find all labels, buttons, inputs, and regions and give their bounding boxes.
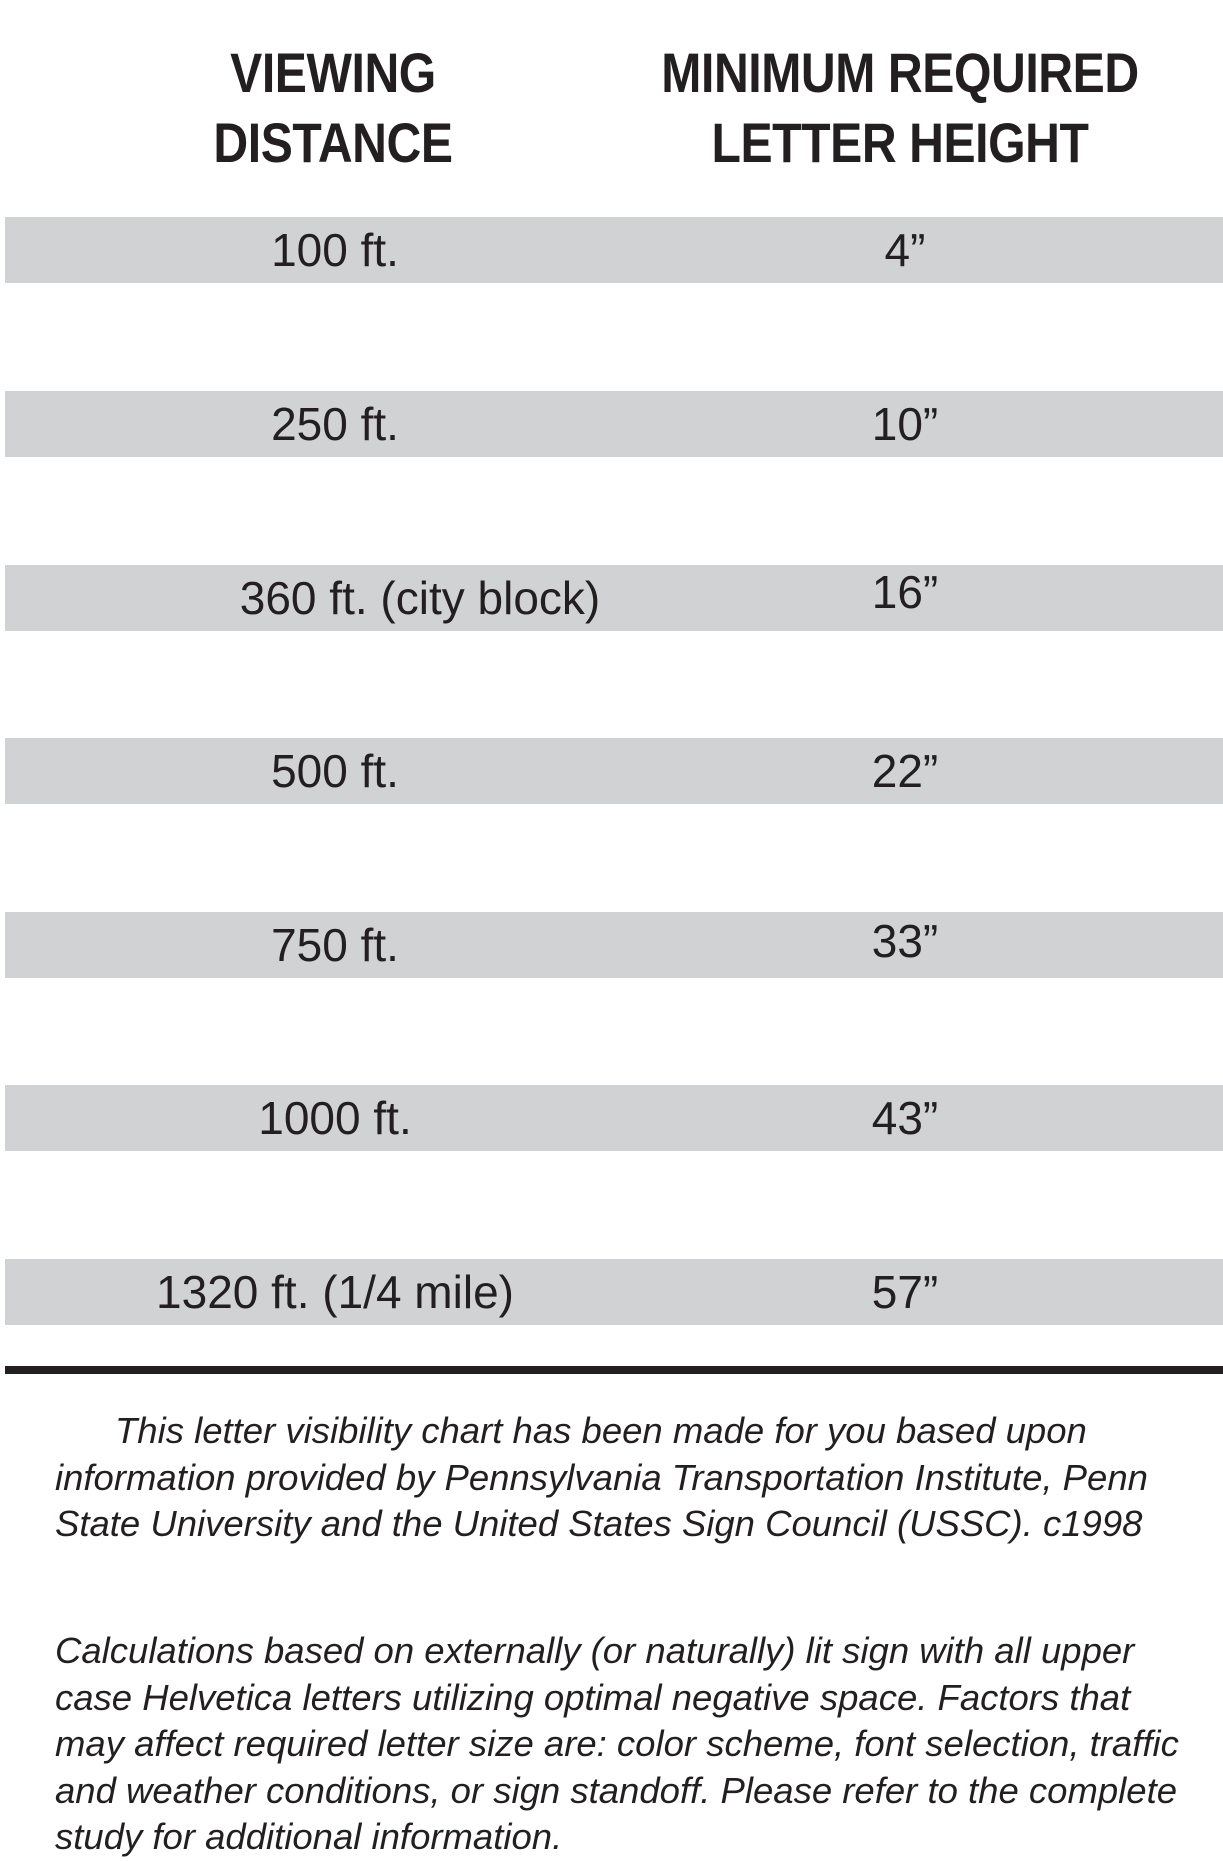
table-row [5,217,1223,283]
table-row [5,391,1223,457]
source-note: This letter visibility chart has been made for you based upon information provided by Pennsylvania Transportation Institute, Penn State University and the United States Sign Council (USSC). c1998 [55,1410,1148,1544]
header-line: DISTANCE [213,111,453,174]
table-row [5,1085,1223,1151]
distance-cell: 1000 ft. [258,1092,412,1144]
table-row [5,1259,1223,1325]
header-line: MINIMUM REQUIRED [661,41,1139,104]
calculation-note: Calculations based on externally (or naturally) lit sign with all upper case Helvetica letters utilizing optimal negative space. Factors that may affect required letter size are: color scheme, font selection, traffic and weather conditions, or sign standoff. Please refer to the complete study for additional information. [55,1630,1179,1857]
viewing-distance-header [176,38,491,178]
letter-height-header [642,38,1158,178]
letter-height-cell: 33” [871,915,939,967]
header-line: LETTER HEIGHT [711,111,1089,174]
table-row [5,912,1223,978]
letter-height-cell: 16” [871,566,939,618]
distance-cell: 100 ft. [271,224,399,276]
letter-height-cell: 4” [884,224,926,276]
divider-rule [5,1366,1223,1374]
table-row [5,738,1223,804]
distance-cell: 750 ft. [271,919,399,971]
distance-cell: 500 ft. [271,745,399,797]
distance-cell: 250 ft. [271,398,399,450]
letter-height-cell: 10” [871,398,939,450]
header-line: VIEWING [230,41,436,104]
letter-height-cell: 43” [871,1092,939,1144]
letter-height-cell: 57” [871,1266,939,1318]
letter-height-cell: 22” [871,745,939,797]
distance-cell: 360 ft. (city block) [239,572,601,624]
table-row [5,565,1223,631]
distance-cell: 1320 ft. (1/4 mile) [156,1266,514,1318]
